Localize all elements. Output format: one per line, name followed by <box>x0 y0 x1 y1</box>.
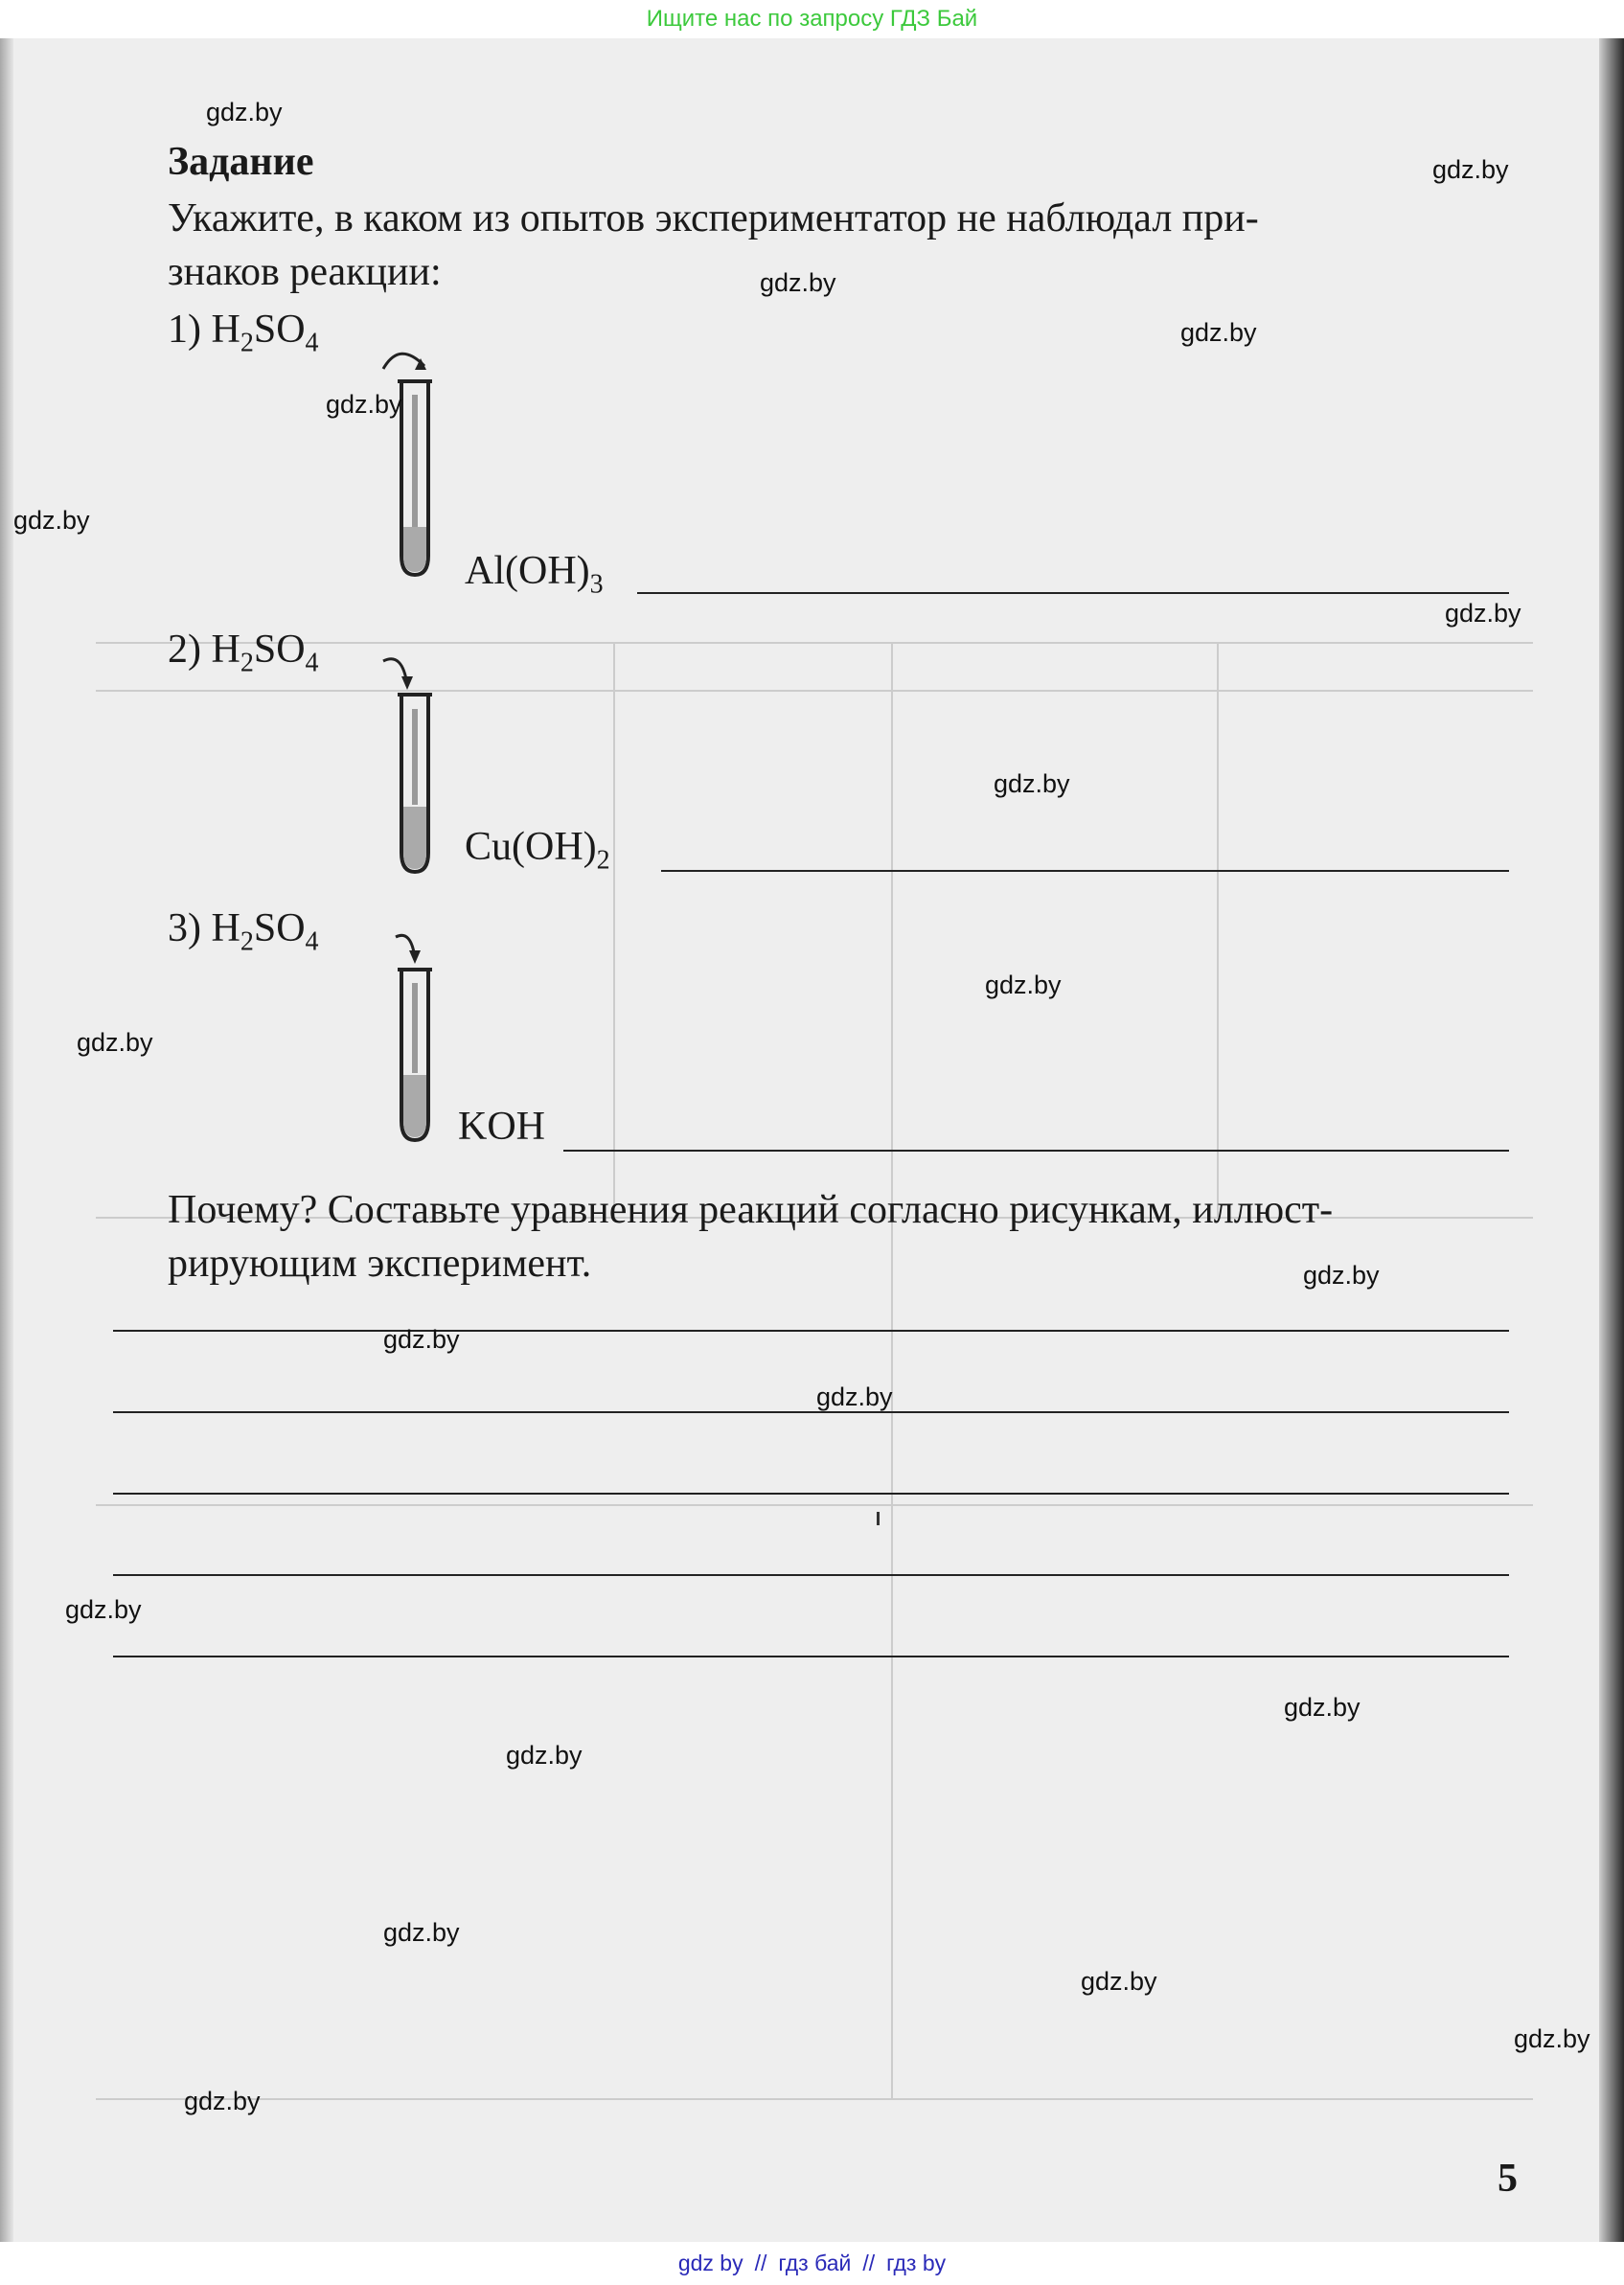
question-line-2: рирующим эксперимент. <box>168 1242 592 1286</box>
experiment-3-reactant: KOH <box>458 1105 545 1149</box>
watermark: gdz.by <box>1081 1967 1157 1996</box>
acid-formula: $H_2SO_4$ <box>211 906 319 957</box>
watermark: gdz.by <box>383 1325 460 1354</box>
watermark: gdz.by <box>1180 318 1257 347</box>
experiment-number: 2) <box>168 628 201 672</box>
answer-line[interactable] <box>637 592 1509 594</box>
page-number: 5 <box>1498 2157 1518 2201</box>
experiment-1-reactant: $Al(OH)_3$ <box>465 549 604 600</box>
watermark: gdz.by <box>1303 1261 1380 1290</box>
answer-line[interactable] <box>113 1574 1509 1576</box>
footer-link-gdz-by[interactable]: gdz by <box>677 2251 743 2275</box>
watermark: gdz.by <box>816 1382 893 1411</box>
experiment-3-label <box>168 905 319 957</box>
answer-line[interactable] <box>563 1150 1509 1152</box>
watermark: gdz.by <box>65 1595 142 1624</box>
watermark: gdz.by <box>506 1741 583 1770</box>
experiment-number: 1) <box>168 308 201 352</box>
acid-formula: $H_2SO_4$ <box>211 628 319 678</box>
test-tube-icon <box>378 651 446 881</box>
question-line-1: Почему? Составьте уравнения реакций согласно рисункам, иллюст- <box>168 1188 1334 1232</box>
task-intro <box>168 192 1519 299</box>
watermark: gdz.by <box>13 506 90 535</box>
task-heading: Задание <box>168 140 314 184</box>
experiment-2-reactant: $Cu(OH)_2$ <box>465 825 610 876</box>
watermark: gdz.by <box>184 2087 261 2115</box>
experiment-2-label <box>168 627 319 678</box>
acid-formula: $H_2SO_4$ <box>211 308 319 358</box>
watermark: gdz.by <box>326 390 402 419</box>
test-tube-icon <box>378 335 446 584</box>
ink-speck <box>877 1512 880 1525</box>
textbook-page <box>0 38 1624 2242</box>
watermark: gdz.by <box>1445 599 1521 628</box>
answer-line[interactable] <box>113 1656 1509 1657</box>
footer-separator: // <box>862 2251 876 2275</box>
test-tube-icon <box>378 929 446 1150</box>
answer-line[interactable] <box>113 1330 1509 1332</box>
watermark: gdz.by <box>1284 1693 1361 1722</box>
footer-separator: // <box>754 2251 767 2275</box>
intro-line-2: знаков реакции: <box>168 250 442 294</box>
answer-line[interactable] <box>113 1411 1509 1413</box>
intro-line-1: Укажите, в каком из опытов экспериментатор не наблюдал при- <box>168 196 1259 240</box>
watermark: gdz.by <box>760 268 836 297</box>
search-banner[interactable]: Ищите нас по запросу ГДЗ Бай <box>646 6 978 32</box>
answer-line[interactable] <box>661 870 1509 872</box>
answer-line[interactable] <box>113 1493 1509 1495</box>
watermark: gdz.by <box>985 971 1062 999</box>
footer-link-gdz-bai[interactable]: гдз бай <box>778 2251 852 2275</box>
watermark: gdz.by <box>994 769 1070 798</box>
watermark: gdz.by <box>1514 2024 1590 2053</box>
watermark: gdz.by <box>206 98 283 126</box>
experiment-number: 3) <box>168 906 201 950</box>
footer-link-gdz-by-ru[interactable]: гдз by <box>886 2251 947 2275</box>
footer-links <box>0 2242 1624 2285</box>
watermark: gdz.by <box>1432 155 1509 184</box>
watermark: gdz.by <box>383 1918 460 1947</box>
page-content <box>0 38 1624 2242</box>
experiment-1-label <box>168 307 319 358</box>
watermark: gdz.by <box>77 1028 153 1057</box>
